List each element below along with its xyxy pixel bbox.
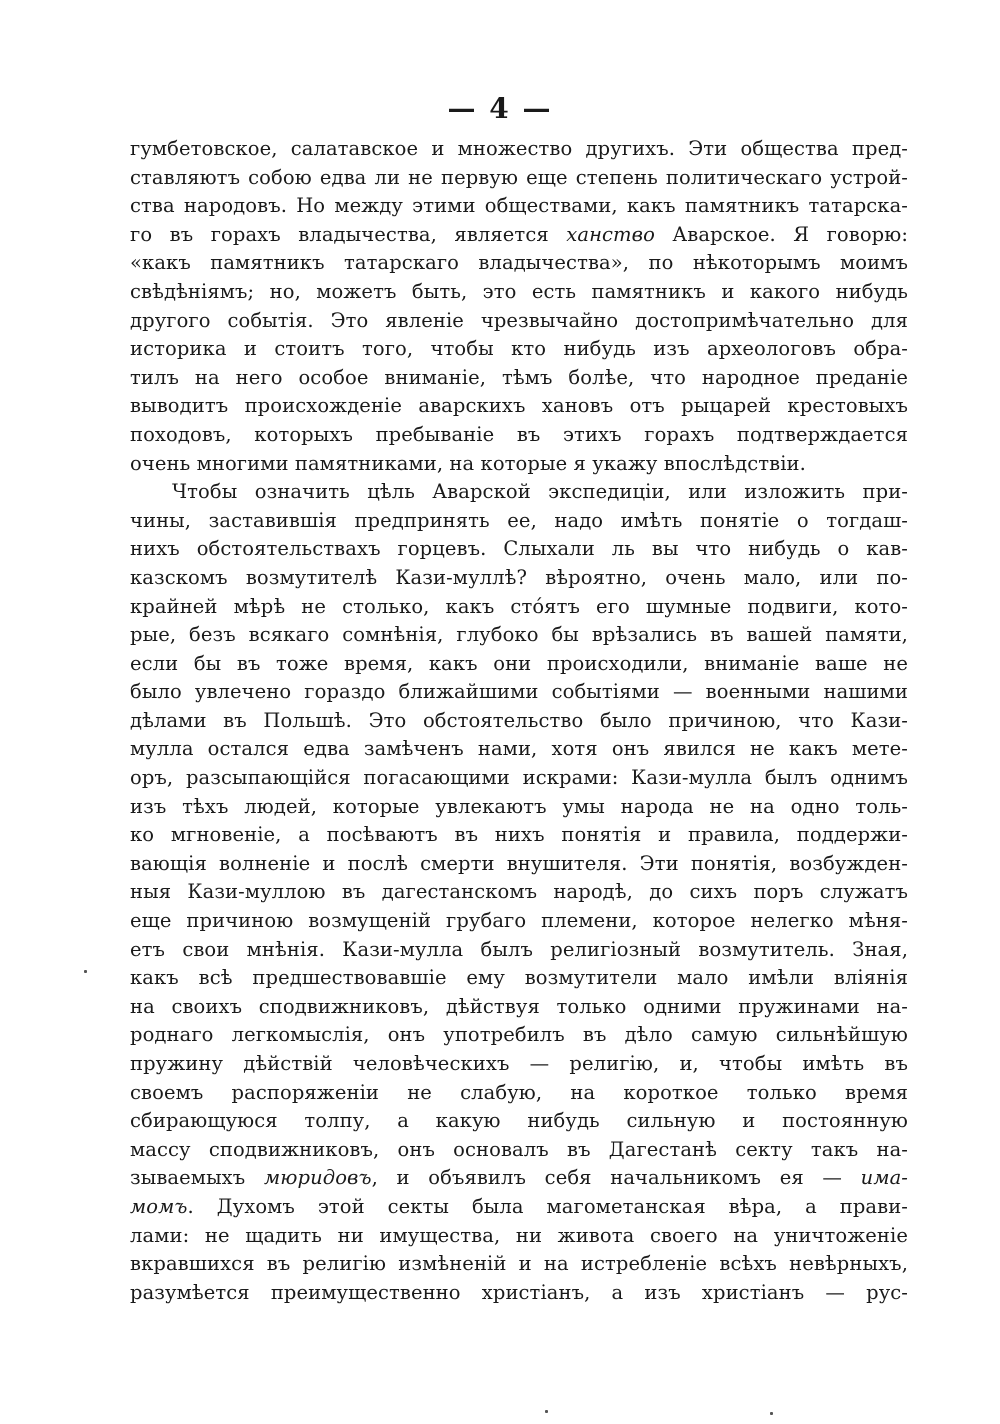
text-line: историка и стоитъ того, чтобы кто нибудь изъ археологовъ обра- — [130, 337, 908, 361]
text-line: пружину дѣйствій человѣческихъ — религію, и, чтобы имѣть въ — [130, 1052, 908, 1075]
italic-term-imamom-cont: момъ — [130, 1194, 188, 1218]
text-line: походовъ, которыхъ пребываніе въ этихъ горахъ подтверждается — [130, 422, 908, 446]
text-line: лами: не щадить ни имущества, ни живота своего на уничтоженіе — [130, 1223, 908, 1247]
text-line: другого событія. Это явленіе чрезвычайно достопримѣчательно для — [130, 308, 908, 332]
text-line: гумбетовское, салатавское и множество другихъ. Эти общества пред- — [130, 137, 908, 160]
text-line: вающія волненіе и послѣ смерти внушителя. Эти понятія, возбужден- — [130, 851, 908, 875]
text-line — [130, 1193, 908, 1222]
text-line: изъ тѣхъ людей, которые увлекаютъ умы народа не на одно толь- — [130, 794, 908, 818]
text-line: крайней мѣрѣ не столько, какъ стóятъ его шумные подвиги, кото- — [130, 594, 908, 618]
text-fragment: зываемыхъ — [130, 1166, 246, 1190]
text-line: своемъ распоряженіи не слабую, на короткое только время — [130, 1080, 908, 1104]
text-line: очень многими памятниками, на которые я укажу впослѣдствіи. — [130, 451, 806, 475]
text-fragment: , и объявилъ себя начальникомъ ея — — [371, 1166, 842, 1190]
text-line: вкравшихся въ религію измѣненій и на истребленіе всѣхъ невѣрныхъ, — [130, 1252, 908, 1276]
text-fragment: . Духомъ этой секты была магометанская вѣра, а прави- — [187, 1194, 908, 1218]
text-line: етъ свои мнѣнія. Кази-мулла былъ религіозный возмутитель. Зная, — [130, 937, 908, 961]
body-text — [130, 135, 908, 1307]
text-line: казскомъ возмутителѣ Кази-муллѣ? вѣроятно, очень мало, или по- — [130, 565, 908, 589]
text-line: разумѣется преимущественно христіанъ, а изъ христіанъ — рус- — [130, 1280, 908, 1304]
text-line — [130, 1164, 908, 1193]
page-number: — 4 — — [447, 92, 553, 125]
text-fragment: го въ горахъ владычества, является — [130, 222, 549, 246]
scan-speck — [84, 970, 87, 973]
text-line: сбирающуюся толпу, а какую нибудь сильную и постоянную — [130, 1109, 908, 1133]
text-line: мулла остался едва замѣченъ нами, хотя онъ явился не какъ мете- — [130, 737, 908, 761]
text-line: Чтобы означить цѣль Аварской экспедиціи, или изложить при- — [172, 480, 908, 504]
italic-term-imamom: има- — [860, 1166, 908, 1190]
text-line: было увлечено гораздо ближайшими событіями — военными нашими — [130, 680, 908, 704]
text-line — [130, 221, 908, 250]
text-line: еще причиною возмущеній грубаго племени, которое нелегко мѣня- — [130, 909, 908, 933]
text-line: выводитъ происхожденіе аварскихъ хановъ отъ рыцарей крестовыхъ — [130, 394, 908, 418]
text-line: ства народовъ. Но между этими обществами, какъ памятникъ татарска- — [130, 194, 908, 218]
text-line: ныя Кази-муллою въ дагестанскомъ народѣ, до сихъ поръ служатъ — [130, 880, 908, 904]
text-line: свѣдѣніямъ; но, можетъ быть, это есть памятникъ и какого нибудь — [130, 279, 908, 303]
text-line: ставляютъ собою едва ли не первую еще степень политическаго устрой- — [130, 165, 908, 189]
text-line: массу сподвижниковъ, онъ основалъ въ Дагестанѣ секту такъ на- — [130, 1137, 908, 1161]
italic-term-khanstvo: ханство — [566, 222, 655, 246]
scan-speck — [770, 1412, 773, 1415]
text-line: нихъ обстоятельствахъ горцевъ. Слыхали ль вы что нибудь о кав- — [130, 537, 908, 561]
text-line: роднаго легкомыслія, онъ употребилъ въ дѣло самую сильнѣйшую — [130, 1023, 908, 1047]
text-fragment: Аварское. Я говорю: — [672, 222, 908, 246]
text-line: оръ, разсыпающійся погасающими искрами: Кази-мулла былъ однимъ — [130, 766, 908, 790]
text-line: если бы въ тоже время, какъ они происходили, вниманіе ваше не — [130, 651, 908, 675]
text-line: «какъ памятникъ татарскаго владычества», по нѣкоторымъ моимъ — [130, 251, 908, 275]
text-line: на своихъ сподвижниковъ, дѣйствуя только одними пружинами на- — [130, 994, 908, 1018]
italic-term-myuridov: мюридовъ — [263, 1166, 372, 1190]
scan-speck — [545, 1410, 548, 1413]
text-line: какъ всѣ предшествовавшіе ему возмутители мало имѣли вліянія — [130, 966, 908, 990]
text-line: дѣлами въ Польшѣ. Это обстоятельство было причиною, что Кази- — [130, 708, 908, 732]
text-line: рые, безъ всякаго сомнѣнія, глубоко бы врѣзались въ вашей памяти, — [130, 623, 908, 647]
text-line: ко мгновеніе, а посѣваютъ въ нихъ понятія и правила, поддержи- — [130, 823, 908, 847]
text-line: тилъ на него особое вниманіе, тѣмъ болѣе, что народное преданіе — [130, 365, 908, 389]
text-line: чины, заставившія предпринять ее, надо имѣть понятіе о тогдаш- — [130, 508, 908, 532]
